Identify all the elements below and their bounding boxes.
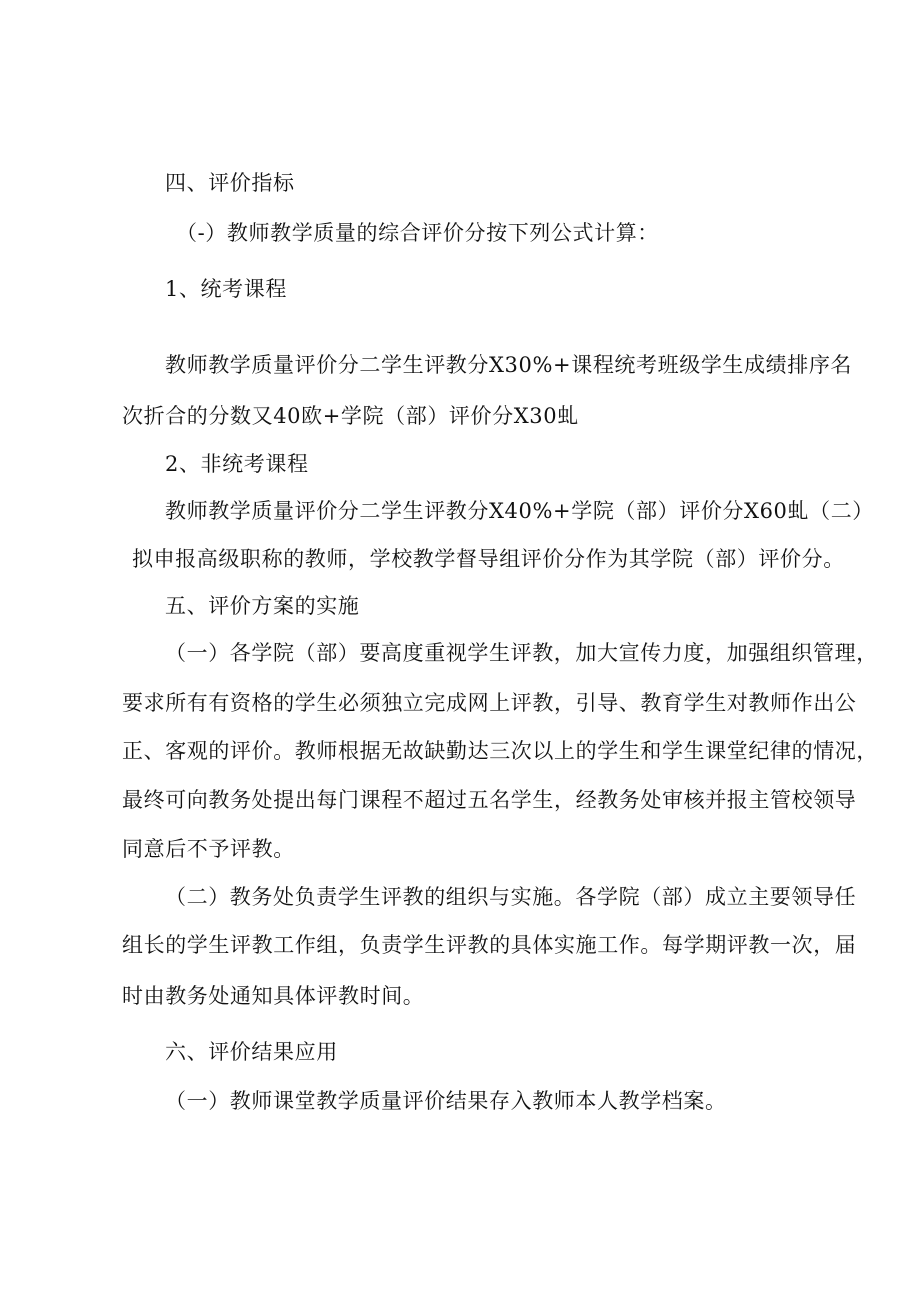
section-heading-5: 五、评价方案的实施	[165, 594, 360, 618]
paragraph-line: 时由教务处通知具体评教时间。	[122, 984, 425, 1008]
paragraph-line: 教师教学质量评价分二学生评教分X30%+课程统考班级学生成绩排序名	[165, 353, 853, 377]
paragraph-line: 正、客观的评价。教师根据无故缺勤达三次以上的学生和学生课堂纪律的情况，	[122, 739, 878, 763]
subheading-unified-exam: 1、统考课程	[165, 277, 287, 301]
paragraph-line: 要求所有有资格的学生必须独立完成网上评教，引导、教育学生对教师作出公	[122, 691, 857, 715]
section-heading-6: 六、评价结果应用	[165, 1040, 338, 1064]
subheading-non-unified-exam: 2、非统考课程	[165, 452, 309, 476]
paragraph-line: 最终可向教务处提出每门课程不超过五名学生，经教务处审核并报主管校领导	[122, 788, 857, 812]
paragraph-line: （-）教师教学质量的综合评价分按下列公式计算：	[176, 221, 659, 245]
paragraph-line: 次折合的分数又40欧+学院（部）评价分X30虬	[122, 404, 579, 428]
paragraph-line: （一）教师课堂教学质量评价结果存入教师本人教学档案。	[165, 1089, 727, 1113]
paragraph-line: （二）教务处负责学生评教的组织与实施。各学院（部）成立主要领导任	[165, 885, 857, 909]
paragraph-line: （一）各学院（部）要高度重视学生评教，加大宣传力度，加强组织管理，	[165, 641, 878, 665]
paragraph-line: 拟申报高级职称的教师，学校教学督导组评价分作为其学院（部）评价分。	[132, 547, 845, 571]
paragraph-line: 组长的学生评教工作组，负责学生评教的具体实施工作。每学期评教一次，届	[122, 933, 857, 957]
section-heading-4: 四、评价指标	[165, 171, 295, 195]
paragraph-line: 教师教学质量评价分二学生评教分X40%+学院（部）评价分X60虬（二）	[165, 499, 874, 523]
paragraph-line: 同意后不予评教。	[122, 837, 295, 861]
